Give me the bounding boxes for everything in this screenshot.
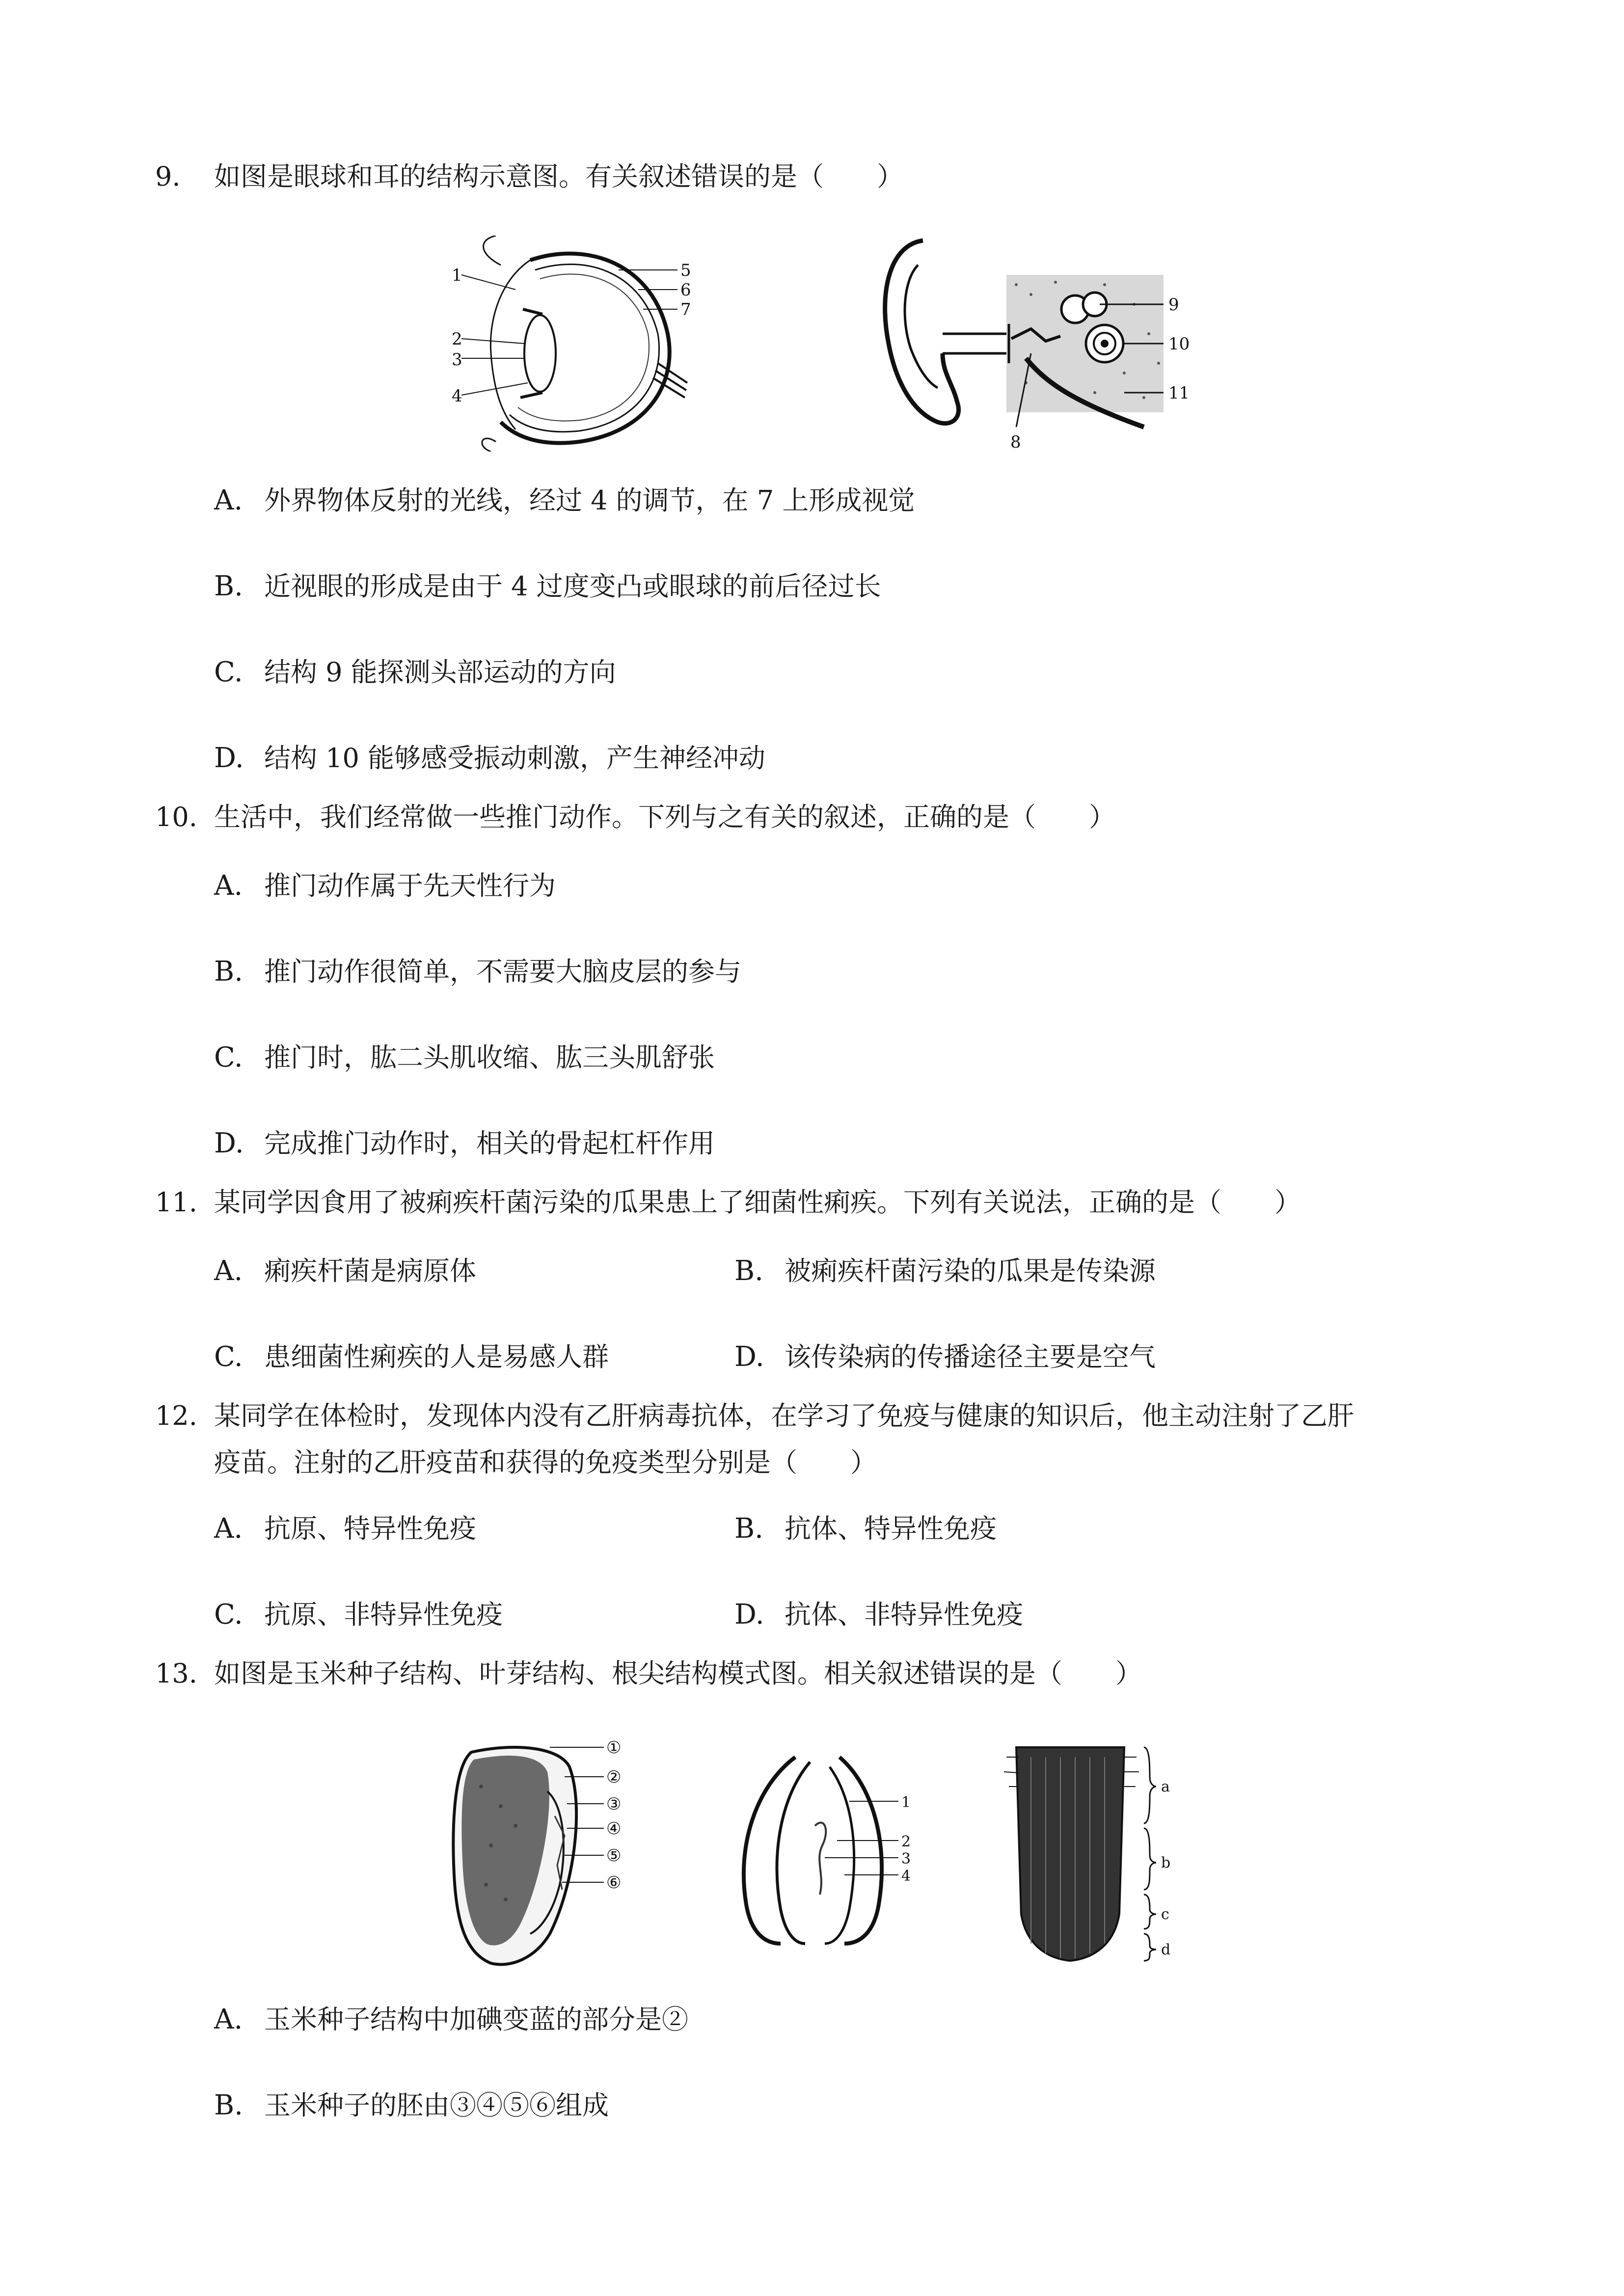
q12-option-a-letter: A. xyxy=(214,1513,243,1545)
q12-option-c-text: 抗原、非特异性免疫 xyxy=(264,1599,503,1630)
eye-label-6: 6 xyxy=(680,280,691,300)
root-label-b: b xyxy=(1161,1854,1171,1871)
q11-option-a-text: 痢疾杆菌是病原体 xyxy=(264,1255,476,1286)
q9-option-b-letter: B. xyxy=(214,570,243,602)
eye-label-1: 1 xyxy=(452,266,462,285)
q9-option-d-text: 结构 10 能够感受振动刺激，产生神经冲动 xyxy=(264,743,766,774)
question-13-number: 13. xyxy=(155,1658,197,1689)
q9-option-b[interactable] xyxy=(214,569,881,604)
question-9-stem: 如图是眼球和耳的结构示意图。有关叙述错误的是（ ） xyxy=(214,161,903,192)
q12-option-d[interactable] xyxy=(734,1598,1023,1632)
q10-option-d[interactable] xyxy=(214,1126,715,1161)
q13-option-b-letter: B. xyxy=(214,2089,243,2121)
q10-option-b-letter: B. xyxy=(214,956,243,988)
question-13-stem: 如图是玉米种子结构、叶芽结构、根尖结构模式图。相关叙述错误的是（ ） xyxy=(214,1658,1142,1689)
q9-option-d-letter: D. xyxy=(214,742,244,774)
seed-label-5: ⑤ xyxy=(606,1846,622,1866)
q11-option-b[interactable] xyxy=(734,1254,1156,1288)
q13-option-b[interactable] xyxy=(214,2088,609,2123)
q12-option-b-letter: B. xyxy=(734,1513,763,1545)
seed-label-1: ① xyxy=(606,1738,622,1758)
q9-option-a-letter: A. xyxy=(214,484,243,516)
eye-label-5: 5 xyxy=(680,261,691,280)
eye-diagram xyxy=(442,236,697,452)
q11-option-b-letter: B. xyxy=(734,1255,763,1287)
q11-option-c-letter: C. xyxy=(214,1341,243,1373)
eye-label-3: 3 xyxy=(452,350,462,370)
seed-label-4: ④ xyxy=(606,1819,622,1839)
q9-option-a[interactable] xyxy=(214,483,915,518)
root-tip-diagram xyxy=(997,1737,1183,1973)
q12-option-b[interactable] xyxy=(734,1512,997,1546)
q9-option-c-text: 结构 9 能探测头部运动的方向 xyxy=(264,657,616,688)
q9-option-c[interactable] xyxy=(214,655,616,690)
leaf-bud-diagram xyxy=(727,1747,933,1953)
q9-option-d[interactable] xyxy=(214,741,765,775)
q13-option-a[interactable] xyxy=(214,2002,688,2037)
q11-option-c-text: 患细菌性痢疾的人是易感人群 xyxy=(264,1341,609,1372)
ear-label-9: 9 xyxy=(1168,295,1179,315)
q12-option-a-text: 抗原、特异性免疫 xyxy=(264,1513,476,1544)
q11-option-d-text: 该传染病的传播途径主要是空气 xyxy=(785,1341,1156,1372)
q11-option-a-letter: A. xyxy=(214,1255,243,1287)
ear-label-10: 10 xyxy=(1168,334,1190,354)
ear-label-11: 11 xyxy=(1168,383,1190,403)
question-11-number: 11. xyxy=(155,1187,197,1218)
q10-option-d-text: 完成推门动作时，相关的骨起杠杆作用 xyxy=(264,1128,715,1159)
bud-label-4: 4 xyxy=(901,1868,911,1885)
q11-option-c[interactable] xyxy=(214,1340,609,1374)
q13-option-a-letter: A. xyxy=(214,2003,243,2035)
root-label-c: c xyxy=(1161,1906,1169,1923)
q10-option-c-text: 推门时，肱二头肌收缩、肱三头肌舒张 xyxy=(264,1042,715,1073)
eye-label-7: 7 xyxy=(680,300,691,320)
question-9-number: 9. xyxy=(155,161,181,192)
question-11-stem: 某同学因食用了被痢疾杆菌污染的瓜果患上了细菌性痢疾。下列有关说法，正确的是（ ） xyxy=(214,1187,1301,1218)
q10-option-a[interactable] xyxy=(214,869,556,903)
eye-label-2: 2 xyxy=(452,329,462,349)
q10-option-a-text: 推门动作属于先天性行为 xyxy=(264,870,556,901)
root-label-d: d xyxy=(1161,1941,1171,1958)
q12-option-b-text: 抗体、特异性免疫 xyxy=(785,1513,997,1544)
q12-option-d-text: 抗体、非特异性免疫 xyxy=(785,1599,1023,1630)
question-10-number: 10. xyxy=(155,801,197,832)
q12-option-a[interactable] xyxy=(214,1512,476,1546)
q12-option-c[interactable] xyxy=(214,1598,503,1632)
q10-option-d-letter: D. xyxy=(214,1127,244,1159)
q10-option-c-letter: C. xyxy=(214,1041,243,1073)
bud-label-3: 3 xyxy=(901,1850,911,1868)
q12-option-c-letter: C. xyxy=(214,1599,243,1630)
question-10-stem: 生活中，我们经常做一些推门动作。下列与之有关的叙述，正确的是（ ） xyxy=(214,801,1115,832)
eye-label-4: 4 xyxy=(452,386,462,406)
seed-label-2: ② xyxy=(606,1767,622,1787)
q10-option-a-letter: A. xyxy=(214,870,243,902)
q11-option-b-text: 被痢疾杆菌污染的瓜果是传染源 xyxy=(785,1255,1156,1286)
q11-option-a[interactable] xyxy=(214,1254,476,1288)
bud-label-1: 1 xyxy=(901,1794,911,1811)
seed-label-6: ⑥ xyxy=(606,1873,622,1893)
q11-option-d-letter: D. xyxy=(734,1341,764,1373)
q9-option-c-letter: C. xyxy=(214,656,243,688)
ear-diagram xyxy=(869,236,1193,452)
question-12-stem-line2: 疫苗。注射的乙肝疫苗和获得的免疫类型分别是（ ） xyxy=(214,1447,877,1478)
q10-option-b-text: 推门动作很简单，不需要大脑皮层的参与 xyxy=(264,956,741,987)
q9-option-b-text: 近视眼的形成是由于 4 过度变凸或眼球的前后径过长 xyxy=(264,571,881,602)
q10-option-c[interactable] xyxy=(214,1041,715,1075)
question-12-number: 12. xyxy=(155,1400,197,1431)
q10-option-b[interactable] xyxy=(214,955,741,989)
corn-seed-diagram xyxy=(442,1737,658,1973)
q13-option-a-text: 玉米种子结构中加碘变蓝的部分是② xyxy=(264,2004,688,2035)
ear-label-8: 8 xyxy=(1010,432,1021,452)
seed-label-3: ③ xyxy=(606,1794,622,1814)
q12-option-d-letter: D. xyxy=(734,1599,764,1630)
q9-option-a-text: 外界物体反射的光线，经过 4 的调节，在 7 上形成视觉 xyxy=(264,485,915,516)
q11-option-d[interactable] xyxy=(734,1340,1156,1374)
q13-option-b-text: 玉米种子的胚由③④⑤⑥组成 xyxy=(264,2090,609,2121)
bud-label-2: 2 xyxy=(901,1833,911,1850)
root-label-a: a xyxy=(1161,1778,1170,1795)
question-12-stem-line1: 某同学在体检时，发现体内没有乙肝病毒抗体，在学习了免疫与健康的知识后，他主动注射了乙肝 xyxy=(214,1400,1354,1431)
